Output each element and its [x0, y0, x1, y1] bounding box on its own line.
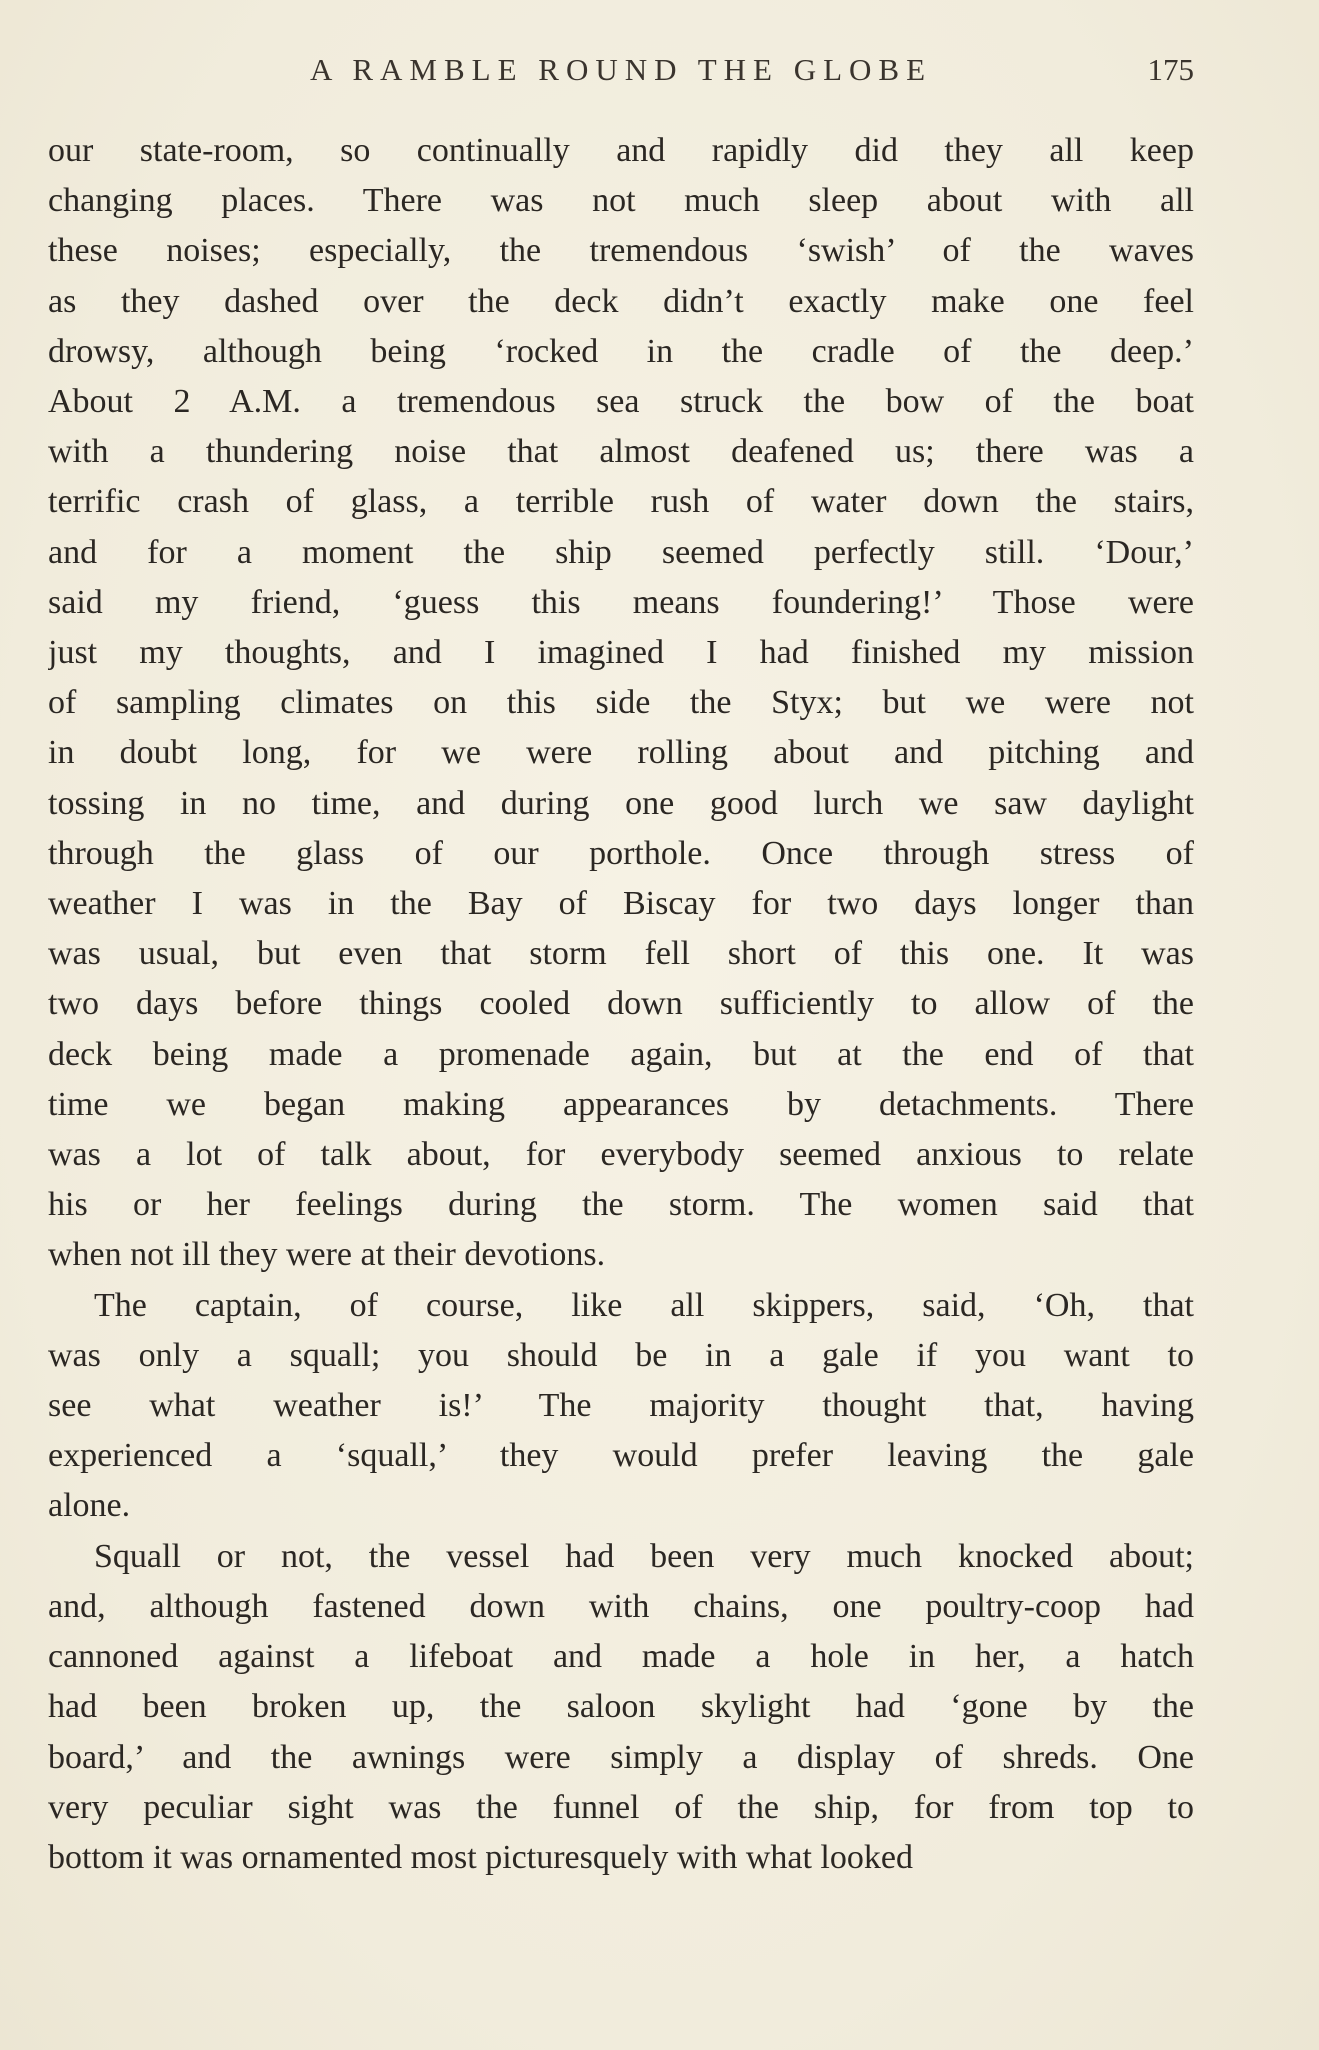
text-line: experienced a ‘squall,’ they would prefer leaving the gale — [48, 1437, 1194, 1475]
text-line: alone. — [48, 1487, 131, 1525]
text-line: and for a moment the ship seemed perfectly still. ‘Dour,’ — [48, 533, 1194, 571]
text-line: terrific crash of glass, a terrible rush of water down the stairs, — [48, 483, 1194, 521]
text-line: very peculiar sight was the funnel of the ship, for from top to — [48, 1788, 1194, 1826]
text-line: time we began making appearances by detachments. There — [48, 1085, 1194, 1123]
text-line: changing places. There was not much sleep about with all — [48, 182, 1194, 220]
text-line: weather I was in the Bay of Biscay for two days longer than — [48, 885, 1194, 923]
text-line: of sampling climates on this side the Styx; but we were not — [48, 684, 1194, 722]
text-line: and, although fastened down with chains, one poultry-coop had — [48, 1587, 1194, 1625]
text-line: About 2 A.M. a tremendous sea struck the bow of the boat — [48, 383, 1194, 421]
text-line: as they dashed over the deck didn’t exactly make one feel — [48, 282, 1194, 320]
text-line: with a thundering noise that almost deafened us; there was a — [48, 433, 1194, 471]
text-line: when not ill they were at their devotions. — [48, 1236, 606, 1274]
paragraph-2 — [48, 1281, 1194, 1532]
text-line: bottom it was ornamented most picturesquely with what looked — [48, 1838, 913, 1876]
text-line: tossing in no time, and during one good lurch we saw daylight — [48, 784, 1194, 822]
text-line: The captain, of course, like all skippers, said, ‘Oh, that — [94, 1286, 1194, 1324]
text-line: his or her feelings during the storm. The women said that — [48, 1186, 1194, 1224]
text-line: drowsy, although being ‘rocked in the cradle of the deep.’ — [48, 332, 1194, 370]
text-line: two days before things cooled down sufficiently to allow of the — [48, 985, 1194, 1023]
text-line: through the glass of our porthole. Once through stress of — [48, 834, 1194, 872]
text-line: was usual, but even that storm fell short of this one. It was — [48, 935, 1194, 973]
paragraph-1 — [48, 126, 1194, 1281]
running-head — [48, 52, 1194, 98]
text-line: our state-room, so continually and rapidly did they all keep — [48, 132, 1194, 169]
text-line: cannoned against a lifeboat and made a hole in her, a hatch — [48, 1638, 1194, 1676]
text-line: was only a squall; you should be in a gale if you want to — [48, 1336, 1194, 1374]
text-line: just my thoughts, and I imagined I had finished my mission — [48, 634, 1194, 672]
body-text — [48, 126, 1194, 1883]
text-line: had been broken up, the saloon skylight had ‘gone by the — [48, 1688, 1194, 1726]
paragraph-3 — [48, 1532, 1194, 1883]
text-line: board,’ and the awnings were simply a display of shreds. One — [48, 1738, 1194, 1776]
running-title: A RAMBLE ROUND THE GLOBE — [309, 52, 933, 87]
text-line: see what weather is!’ The majority thought that, having — [48, 1387, 1194, 1425]
page-number: 175 — [1147, 52, 1194, 87]
text-line: deck being made a promenade again, but at the end of that — [48, 1035, 1194, 1073]
text-line: in doubt long, for we were rolling about and pitching and — [48, 734, 1194, 772]
text-line: said my friend, ‘guess this means foundering!’ Those were — [48, 583, 1194, 621]
text-line: was a lot of talk about, for everybody seemed anxious to relate — [48, 1136, 1194, 1174]
text-line: these noises; especially, the tremendous ‘swish’ of the waves — [48, 232, 1194, 270]
text-line: Squall or not, the vessel had been very much knocked about; — [94, 1537, 1194, 1575]
